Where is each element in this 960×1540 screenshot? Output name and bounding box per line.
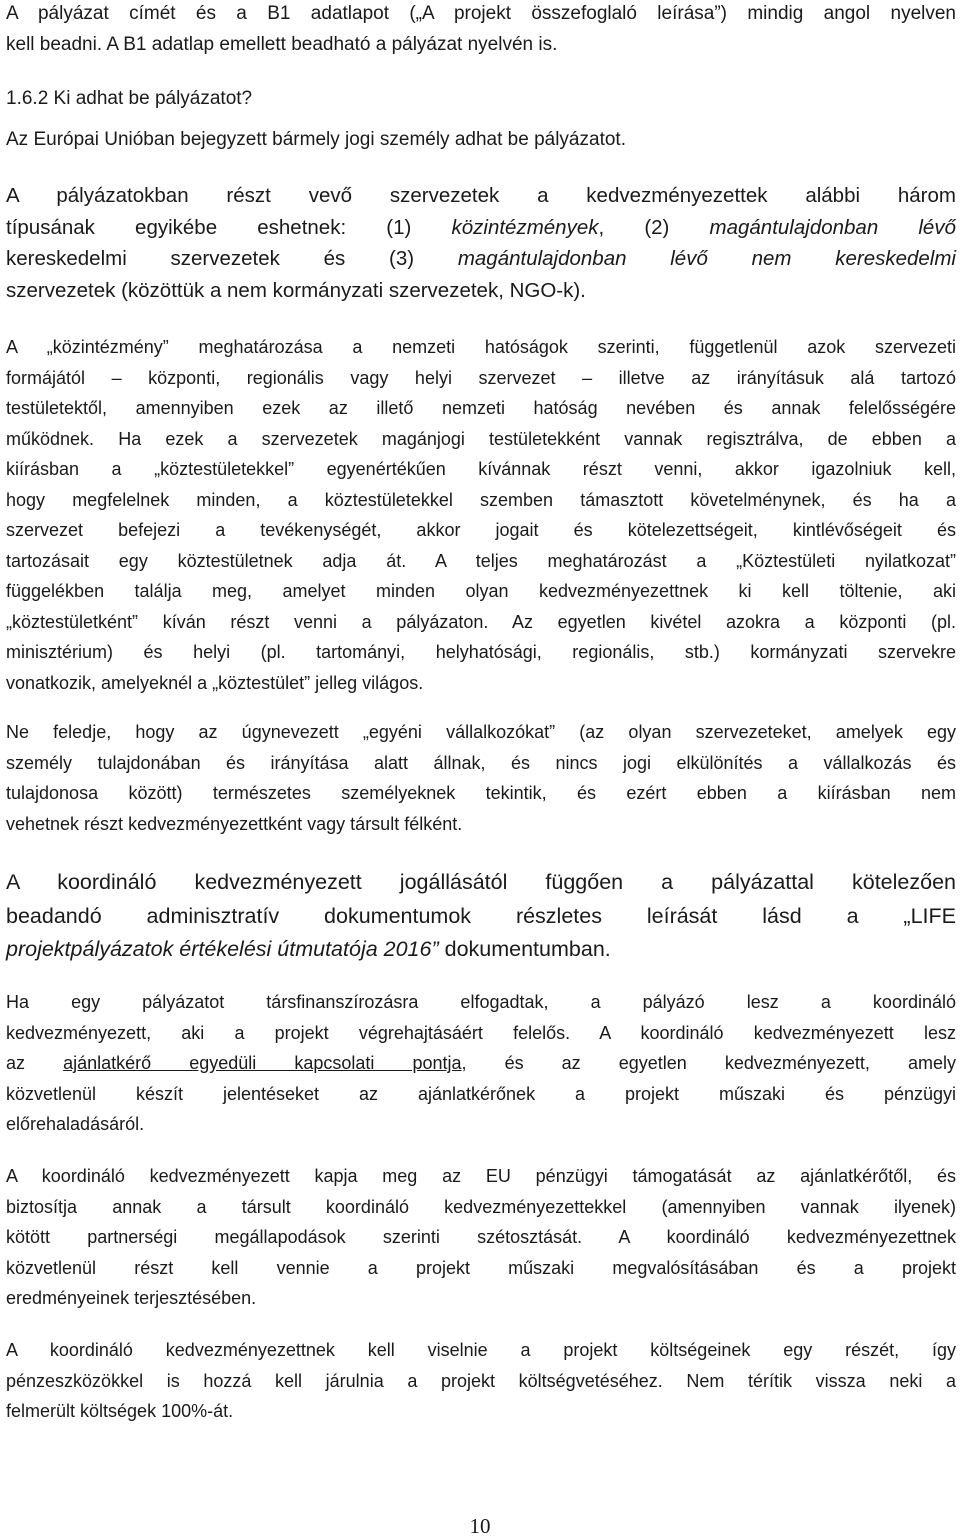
text-line: testületektől, amennyiben ezek az illető nemzeti hatóság nevében és annak felelősségére: [6, 398, 956, 418]
text-line: kedvezményezett, aki a projekt végrehajtásáért felelős. A koordináló kedvezményezett lesz: [6, 1022, 956, 1043]
text-line: előrehaladásáról.: [6, 1114, 145, 1134]
text-line: vonatkozik, amelyeknél a „köztestület” jelleg világos.: [6, 672, 424, 693]
beneficiary-types-paragraph: [6, 180, 956, 306]
text-line: [6, 933, 956, 967]
text-line: személy tulajdonában és irányítása alatt állnak, és nincs jogi elkülönítés a vállalkozás és: [6, 752, 956, 773]
text-line: [6, 1048, 956, 1079]
text-line: működnek. Ha ezek a szervezetek magánjogi testületekként vannak regisztrálva, de ebben a: [6, 428, 956, 449]
page-number: 10: [469, 1514, 491, 1538]
italic-term: magántulajdonban lévő nem kereskedelmi: [457, 247, 956, 270]
text-line: vehetnek részt kedvezményezettként vagy társult félként.: [6, 813, 463, 834]
text-line: biztosítja annak a társult koordináló kedvezményezettekkel (amennyiben vannak ilyenek): [6, 1196, 956, 1217]
text-line: függelékben találja meg, amelyet minden olyan kedvezményezettnek ki kell töltenie, aki: [6, 581, 956, 601]
text-line: A pályázatokban részt vevő szervezetek a kedvezményezettek alábbi három: [6, 184, 956, 207]
text-line: Ne feledje, hogy az úgynevezett „egyéni vállalkozókat” (az olyan szervezeteket, amelyek egy: [6, 722, 956, 742]
text-line: pénzeszközökkel is hozzá kell járulnia a projekt költségvetéséhez. Nem térítik vissza neki a: [6, 1370, 956, 1391]
costs-paragraph: [6, 1335, 956, 1427]
eligibility-lead: [6, 125, 956, 156]
italic-term: magántulajdonban lévő: [709, 215, 956, 239]
text-line: szervezetek (közöttük a nem kormányzati szervezetek, NGO-k).: [6, 278, 586, 302]
text-run: dokumentumban.: [438, 937, 611, 961]
public-body-definition-paragraph: [6, 332, 956, 698]
text-line: tartozásait egy köztestületnek adja át. A teljes meghatározást a „Köztestületi nyilatkozat”: [6, 550, 956, 571]
text-run: kereskedelmi szervezetek és (3): [6, 247, 458, 270]
text-line: A koordináló kedvezményezettnek kell viselnie a projekt költségeinek egy részét, így: [6, 1340, 956, 1360]
italic-document-title: projektpályázatok értékelési útmutatója 2016”: [6, 937, 439, 961]
cofinancing-paragraph: [6, 987, 956, 1140]
text-line: Ha egy pályázatot társfinanszírozásra elfogadtak, a pályázó lesz a koordináló: [6, 992, 956, 1012]
text-line: [6, 212, 956, 244]
text-line: kötött partnerségi megállapodások szerinti szétosztását. A koordináló kedvezményezettnek: [6, 1227, 956, 1247]
text-run: , (2): [598, 215, 710, 239]
sole-traders-paragraph: [6, 717, 956, 839]
text-line: felmerült költségek 100%-át.: [6, 1401, 234, 1421]
text-line: formájától – központi, regionális vagy helyi szervezet – illetve az irányításuk alá tartozó: [6, 367, 956, 388]
text-line: Az Európai Unióban bejegyzett bármely jogi személy adhat be pályázatot.: [6, 129, 626, 150]
text-line: kell beadni. A B1 adatlap emellett beadható a pályázat nyelvén is.: [6, 33, 558, 55]
text-run: típusának egyikébe eshetnek: (1): [6, 215, 452, 239]
text-line: szervezet befejezi a tevékenységét, akkor jogait és kötelezettségeit, kintlévőségeit és: [6, 520, 956, 540]
text-line: közvetlenül részt kell vennie a projekt műszaki megvalósításában és a projekt: [6, 1257, 956, 1278]
text-line: eredményeinek terjesztésében.: [6, 1288, 257, 1308]
text-line: tulajdonosa között) természetes személyeknek tekintik, és ezért ebben a kiírásban nem: [6, 783, 956, 803]
text-line: „köztestületként” kíván részt venni a pályázaton. Az egyetlen kivétel azokra a központi (pl.: [6, 611, 956, 632]
section-heading: [6, 84, 956, 115]
text-line: A koordináló kedvezményezett kapja meg az EU pénzügyi támogatását az ajánlatkérőtől, és: [6, 1166, 956, 1186]
text-line: minisztérium) és helyi (pl. tartományi, helyhatósági, regionális, stb.) kormányzati szervekre: [6, 642, 956, 662]
eu-funds-paragraph: [6, 1161, 956, 1314]
text-run: , és az egyetlen kedvezményezett, amely: [461, 1053, 957, 1073]
text-line: kiírásban a „köztestületekkel” egyenértékűen kívánnak részt venni, akkor igazolniuk kell,: [6, 459, 956, 479]
text-line: A „közintézmény” meghatározása a nemzeti hatóságok szerinti, függetlenül azok szervezeti: [6, 337, 956, 357]
text-line: közvetlenül készít jelentéseket az ajánlatkérőnek a projekt műszaki és pénzügyi: [6, 1083, 956, 1104]
text-line: hogy megfelelnek minden, a köztestületekkel szemben támasztott követelménynek, és ha a: [6, 489, 956, 510]
intro-paragraph: [6, 0, 956, 60]
text-run: az: [6, 1053, 64, 1073]
underlined-term: ajánlatkérő egyedüli kapcsolati pontja: [63, 1053, 462, 1073]
text-line: A pályázat címét és a B1 adatlapot („A projekt összefoglaló leírása”) mindig angol nyelven: [6, 3, 956, 24]
text-line: [6, 243, 956, 275]
heading-text: 1.6.2 Ki adhat be pályázatot?: [6, 88, 253, 109]
text-line: A koordináló kedvezményezett jogállásától függően a pályázattal kötelezően: [6, 870, 956, 894]
text-line: beadandó adminisztratív dokumentumok részletes leírását lásd a „LIFE: [6, 903, 956, 928]
italic-term: közintézmények: [451, 215, 599, 239]
coordinator-documents-paragraph: [6, 866, 956, 967]
